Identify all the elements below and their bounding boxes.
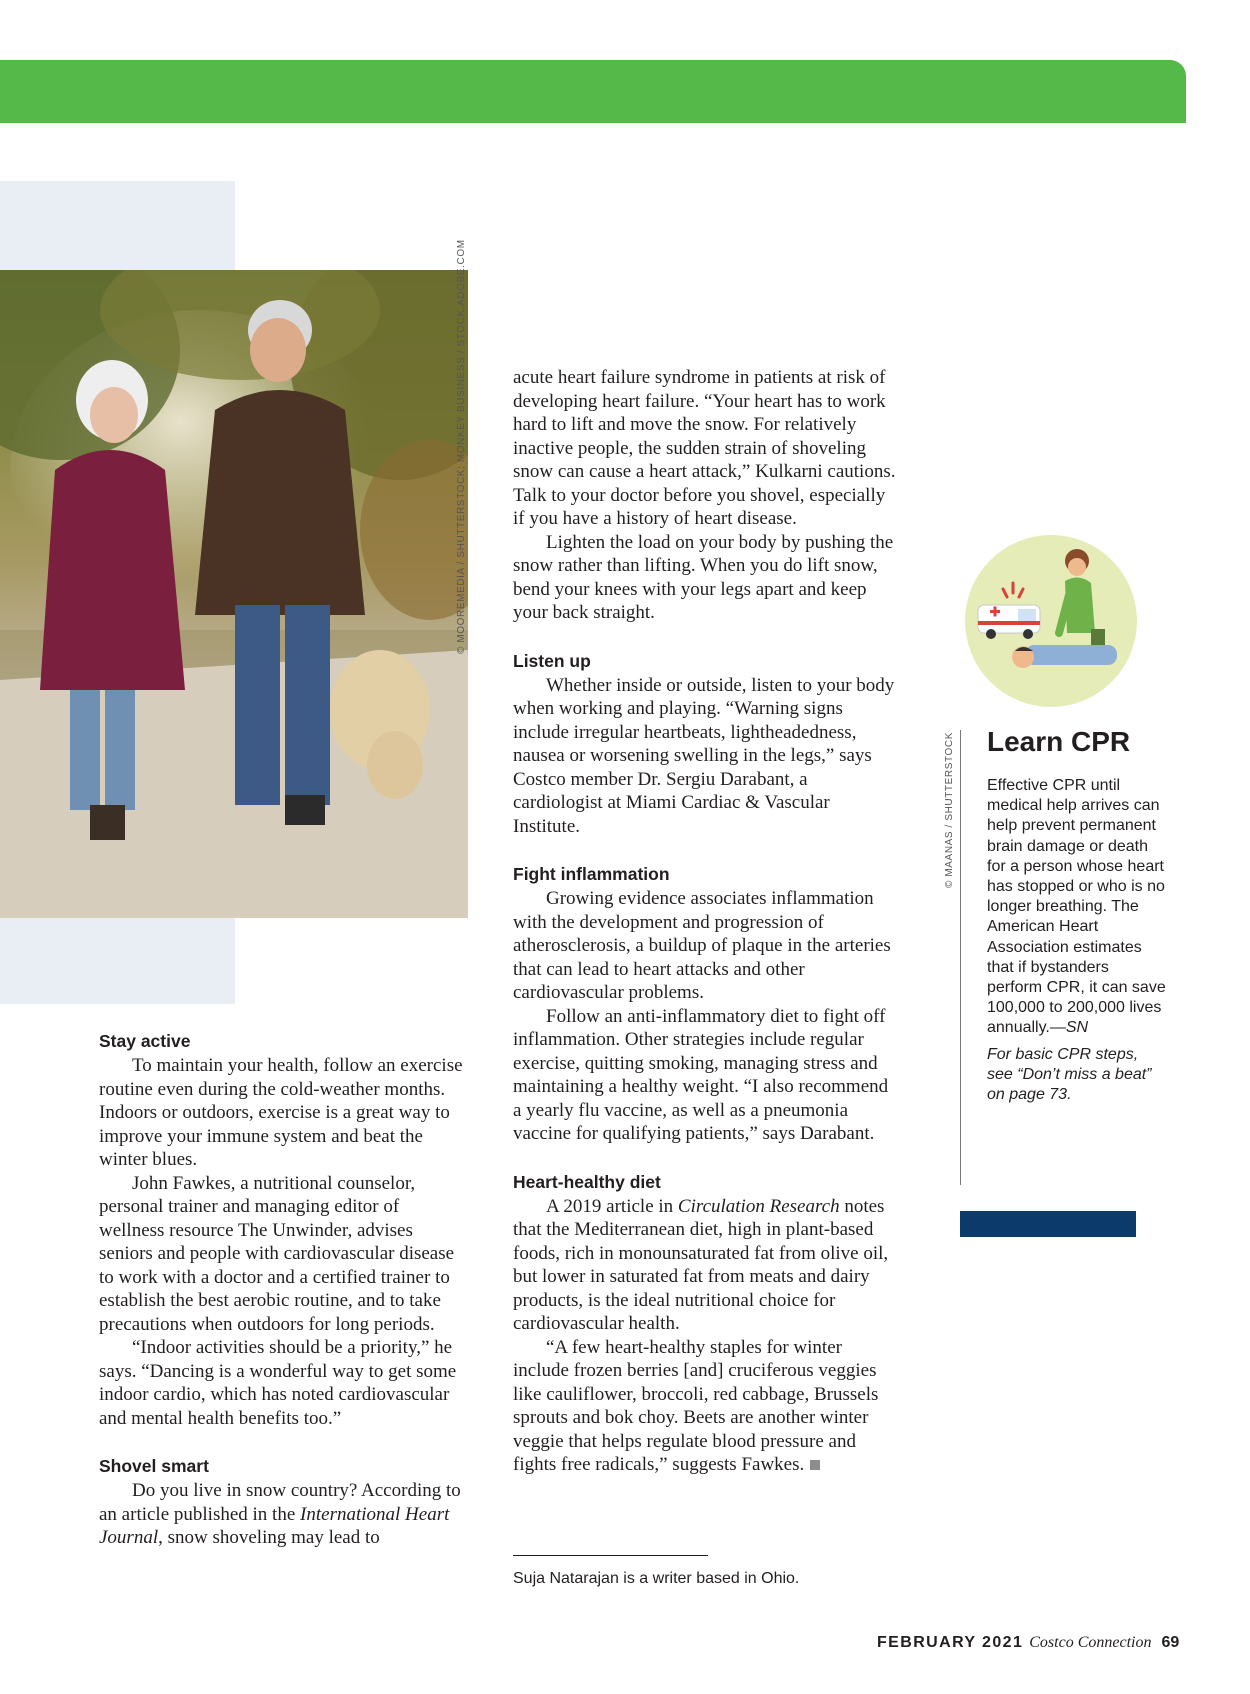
decorative-panel-top xyxy=(0,181,235,270)
sidebar-title: Learn CPR xyxy=(987,726,1131,757)
page-number: 69 xyxy=(1161,1634,1180,1651)
page-footer xyxy=(877,1634,1179,1652)
author-note: Suja Natarajan is a writer based in Ohio. xyxy=(513,1570,800,1587)
heading-stay-active: Stay active xyxy=(99,1031,191,1051)
paragraph: acute heart failure syndrome in patients at risk of developing heart failure. “Your heart has to work hard to lift and move the snow. For relatively inactive people, the sudden strain of shoveling snow can cause a heart attack,” Kulkarni cautions. Talk to your doctor before you shovel, especially if you have a history of heart disease. xyxy=(513,367,896,529)
author-rule xyxy=(513,1555,708,1556)
paragraph: Lighten the load on your body by pushing the snow rather than lifting. When you do lift snow, bend your knees with your legs apart and keep your back straight. xyxy=(513,531,894,623)
paragraph: Do you live in snow country? According to an article published in the International Heart Journal, snow shoveling may lead to xyxy=(99,1480,461,1548)
heading-heart-healthy-diet: Heart-healthy diet xyxy=(513,1171,661,1192)
paragraph: A 2019 article in Circulation Research notes that the Mediterranean diet, high in plant-based foods, rich in monounsaturated fat from olive oil, but lower in saturated fat from meats and dairy products, is the ideal nutritional choice for cardiovascular health. xyxy=(513,1195,889,1334)
sidebar-note: For basic CPR steps, see “Don’t miss a beat” on page 73. xyxy=(987,1045,1152,1104)
heading-shovel-smart: Shovel smart xyxy=(99,1456,209,1476)
couple-walking-photo xyxy=(0,270,468,918)
magazine-name: Costco Connection xyxy=(1029,1634,1152,1651)
couple-walking-illustration xyxy=(0,270,468,918)
cpr-illustration xyxy=(963,533,1139,709)
column-middle xyxy=(513,366,897,1477)
issue-date: FEBRUARY 2021 xyxy=(877,1634,1024,1651)
journal-title: Circulation Research xyxy=(677,1195,840,1217)
heading-fight-inflammation: Fight inflammation xyxy=(513,864,670,884)
end-mark-icon xyxy=(810,1460,820,1470)
journal-title: International Heart Journal xyxy=(99,1503,450,1548)
sidebar-accent-bar xyxy=(960,1211,1136,1237)
sidebar-body xyxy=(987,776,1167,1105)
paragraph: “Indoor activities should be a priority,” he says. “Dancing is a wonderful way to get some indoor cardio, which has noted cardiovascular and mental health benefits too.” xyxy=(99,1337,457,1429)
illustration-credit: © MAANAS / SHUTTERSTOCK xyxy=(944,731,955,888)
sidebar-text: Effective CPR until medical help arrives can help prevent permanent brain damage or death for a person whose heart has stopped or who is no longer breathing. The American Heart Association estimates that if bystanders perform CPR, it can save 100,000 to 200,000 lives annually.—SN xyxy=(987,777,1166,1037)
paragraph: Follow an anti-inflammatory diet to fight off inflammation. Other strategies include regular exercise, quitting smoking, managing stress and maintaining a healthy weight. “I also recommend a yearly flu vaccine, as well as a pneumonia vaccine for qualifying patients,” says Darabant. xyxy=(513,1005,889,1144)
sidebar-rule xyxy=(960,730,961,1185)
paragraph: “A few heart-healthy staples for winter include frozen berries [and] cruciferous veggies like cauliflower, broccoli, red cabbage, Brussels sprouts and bok choy. Beets are another winter veggie that helps regulate blood pressure and fights free radicals,” suggests Fawkes. xyxy=(513,1336,879,1475)
decorative-panel-bottom xyxy=(0,918,235,1004)
paragraph: To maintain your health, follow an exercise routine even during the cold-weather months. Indoors or outdoors, exercise is a great way to improve your immune system and beat the winter blues. xyxy=(99,1055,463,1170)
column-left xyxy=(99,1029,463,1550)
paragraph: Whether inside or outside, listen to your body when working and playing. “Warning signs include irregular heartbeats, lightheadedness, nausea or worsening swelling in the legs,” says Costco member Dr. Sergiu Darabant, a cardiologist at Miami Cardiac & Vascular Institute. xyxy=(513,674,895,837)
paragraph: Growing evidence associates inflammation with the development and progression of atherosclerosis, a buildup of plaque in the arteries that can lead to heart attacks and other cardiovascular problems. xyxy=(513,888,891,1003)
header-accent-bar xyxy=(0,60,1186,123)
photo-credit: © MOOREMEDIA / SHUTTERSTOCK; MONKEY BUSINESS / STOCK.ADOBE.COM xyxy=(456,239,467,654)
paragraph: John Fawkes, a nutritional counselor, personal trainer and managing editor of wellness resource The Unwinder, advises seniors and people with cardiovascular disease to work with a doctor and a certified trainer to establish the best aerobic routine, and to take precautions when outdoors for long periods. xyxy=(99,1172,455,1335)
sidebar-signoff: —SN xyxy=(1049,1019,1089,1037)
heading-listen-up: Listen up xyxy=(513,650,591,671)
